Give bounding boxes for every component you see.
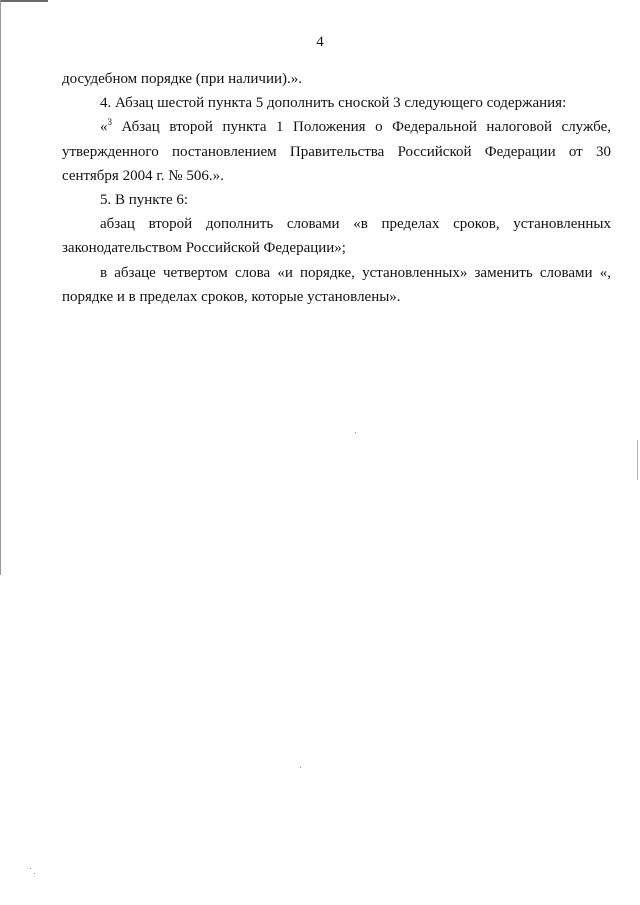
scan-artifact-right-edge	[637, 440, 638, 480]
scan-artifact-top	[0, 0, 48, 2]
scan-speck	[355, 432, 356, 433]
scan-speck	[34, 873, 35, 874]
paragraph-item-4: 4. Абзац шестой пункта 5 дополнить сноской 3 следующего содержания:	[100, 95, 567, 112]
paragraph-amendment-1: абзац второй дополнить словами «в пределах сроков, установленных законодательством Российской Федерации»;	[62, 216, 611, 257]
footnote-body: Абзац второй пункта 1 Положения о Федеральной налоговой службе, утвержденного постановлением Правительства Российской Федерации от 30 сентября 2004 г. № 506.».	[62, 119, 611, 184]
paragraph-continuation: досудебном порядке (при наличии).».	[62, 71, 303, 87]
document-body	[62, 67, 611, 309]
scan-speck	[30, 868, 31, 869]
open-quote: «	[100, 119, 108, 136]
scan-artifact-left-edge	[0, 0, 1, 575]
footnote-marker: 3	[107, 117, 112, 128]
page-number: 4	[316, 34, 324, 50]
paragraph-footnote-text	[62, 115, 611, 188]
paragraph-item-5: 5. В пункте 6:	[100, 192, 189, 209]
paragraph-amendment-2: в абзаце четвертом слова «и порядке, установленных» заменить словами «, порядке и в пределах сроков, которые установлены».	[62, 264, 611, 305]
scan-speck	[300, 767, 301, 768]
